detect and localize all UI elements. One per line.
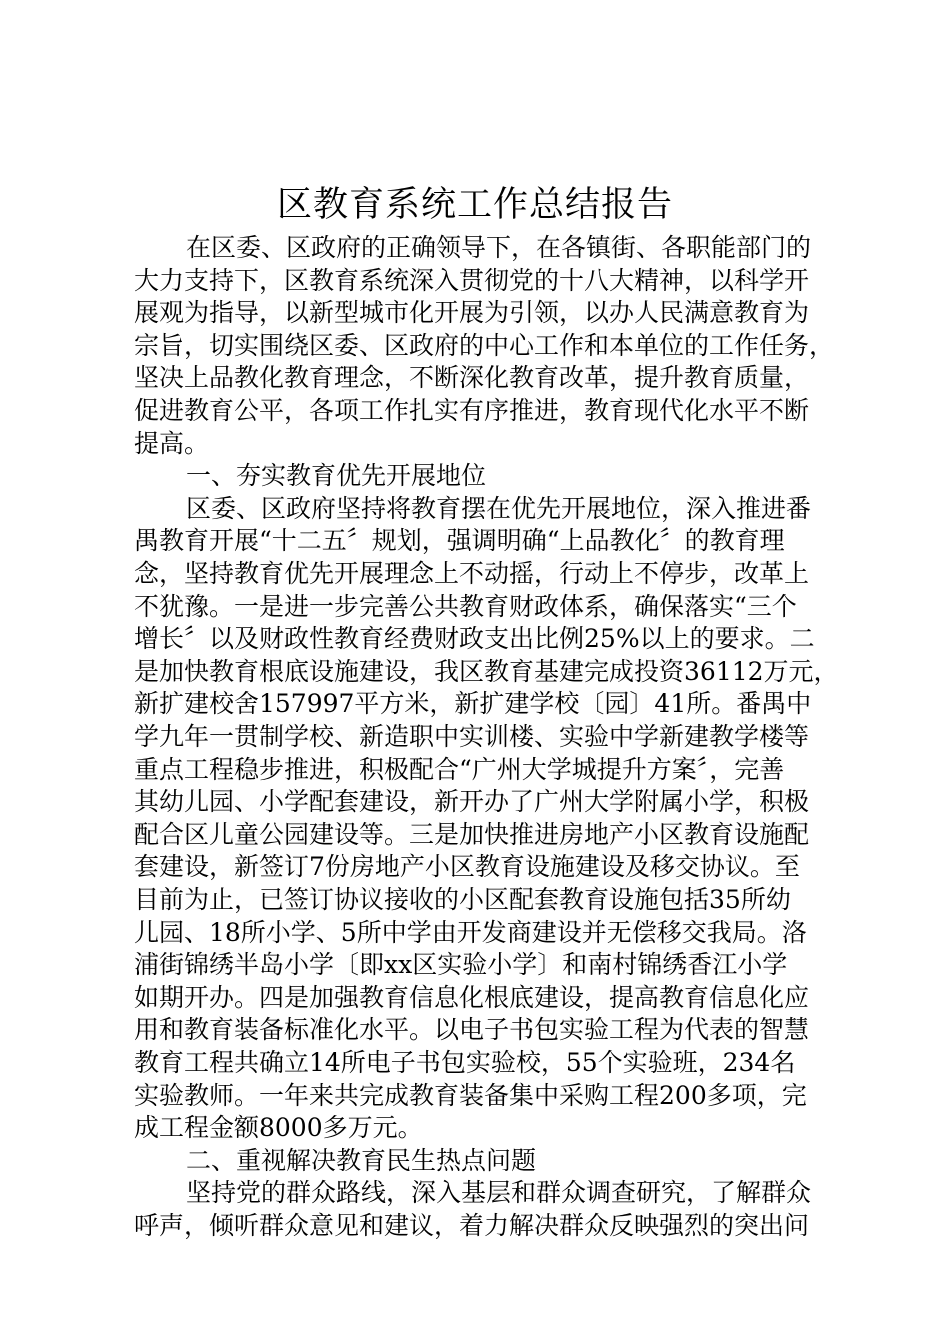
paragraph-line: 坚决上品教化教育理念，不断深化教育改革，提升教育质量， [134, 363, 810, 393]
paragraph-line: 不犹豫。一是进一步完善公共教育财政体系，确保落实“三个 [134, 591, 797, 621]
paragraph-line: 坚持党的群众路线，深入基层和群众调查研究，了解群众 [186, 1178, 812, 1208]
paragraph-line: 念，坚持教育优先开展理念上不动摇，行动上不停步，改革上 [134, 559, 810, 588]
paragraph-line: 呼声，倾听群众意见和建议，着力解决群众反映强烈的突出问 [134, 1211, 810, 1240]
paragraph-line: 套建设，新签订7份房地产小区教育设施建设及移交协议。至 [134, 852, 800, 882]
paragraph-line: 目前为止，已签订协议接收的小区配套教育设施包括35所幼 [134, 885, 791, 914]
paragraph-line: 区委、区政府坚持将教育摆在优先开展地位，深入推进番 [186, 493, 812, 523]
document-title: 区教育系统工作总结报告 [276, 185, 673, 225]
paragraph-line: 学九年一贯制学校、新造职中实训楼、实验中学新建教学楼等 [134, 722, 810, 751]
paragraph-line: 大力支持下，区教育系统深入贯彻党的十八大精神，以科学开 [134, 265, 810, 295]
paragraph-line: 是加快教育根底设施建设，我区教育基建完成投资36112万元， [134, 656, 839, 686]
paragraph-line: 儿园、18所小学、5所中学由开发商建设并无偿移交我局。洛 [134, 917, 807, 947]
paragraph-line: 在区委、区政府的正确领导下，在各镇街、各职能部门的 [186, 233, 812, 262]
paragraph-line: 增长〞以及财政性教育经费财政支出比例25%以上的要求。二 [134, 624, 815, 654]
paragraph-line: 促进教育公平，各项工作扎实有序推进，教育现代化水平不断 [134, 396, 810, 425]
paragraph-line: 配合区儿童公园建设等。三是加快推进房地产小区教育设施配 [134, 819, 810, 849]
paragraph-line: 新扩建校舍157997平方米，新扩建学校〔园〕41所。番禺中 [134, 689, 812, 719]
paragraph-line: 浦街锦绣半岛小学〔即xx区实验小学〕和南村锦绣香江小学 [134, 950, 788, 980]
paragraph-line: 教育工程共确立14所电子书包实验校，55个实验班，234名 [134, 1048, 796, 1077]
paragraph-line: 提高。 [134, 428, 210, 458]
paragraph-line: 成工程金额8000多万元。 [134, 1113, 423, 1143]
paragraph-line: 用和教育装备标准化水平。以电子书包实验工程为代表的智慧 [134, 1015, 810, 1045]
paragraph-line: 重点工程稳步推进，积极配合“广州大学城提升方案〞，完善 [134, 754, 785, 784]
paragraph-line: 其幼儿园、小学配套建设，新开办了广州大学附属小学，积极 [134, 787, 810, 817]
paragraph-line: 宗旨，切实围绕区委、区政府的中心工作和本单位的工作任务， [134, 330, 835, 360]
paragraph-line: 禺教育开展“十二五〞规划，强调明确“上品教化〞的教育理 [134, 526, 785, 556]
section-heading: 一、夯实教育优先开展地位 [186, 461, 487, 491]
paragraph-line: 展观为指导，以新型城市化开展为引领，以办人民满意教育为 [134, 298, 810, 328]
section-heading: 二、重视解决教育民生热点问题 [186, 1145, 537, 1175]
paragraph-line: 如期开办。四是加强教育信息化根底建设，提高教育信息化应 [134, 982, 810, 1012]
paragraph-line: 实验教师。一年来共完成教育装备集中采购工程200多项，完 [134, 1080, 807, 1110]
